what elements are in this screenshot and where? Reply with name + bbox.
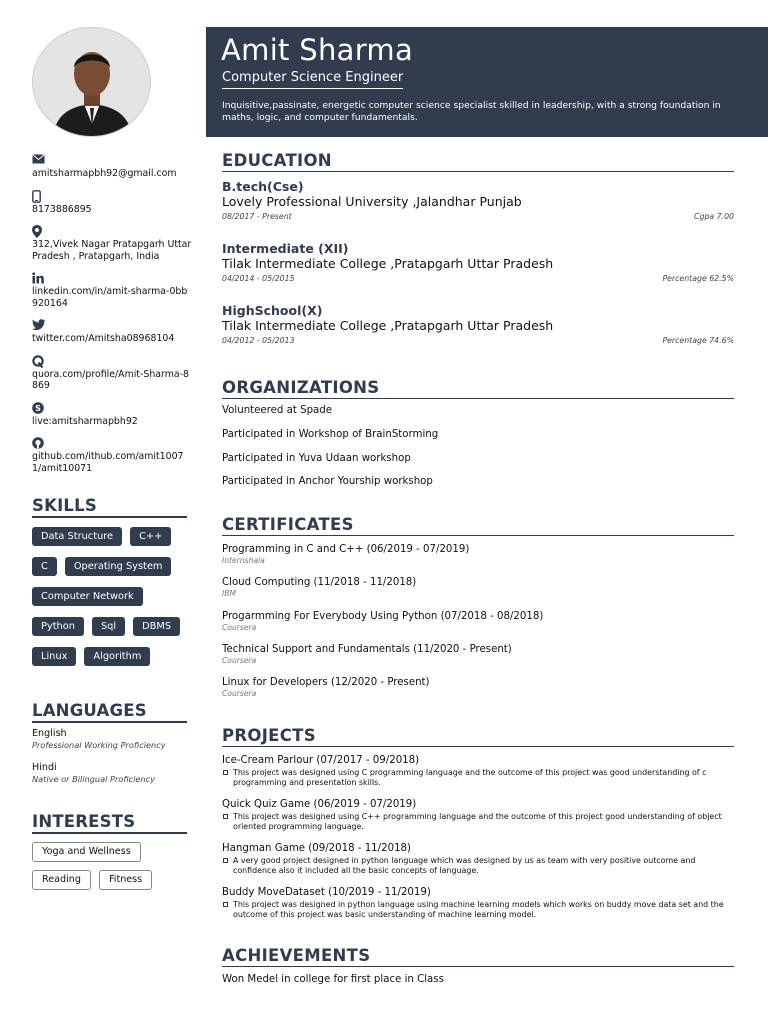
projects-heading: PROJECTS: [222, 726, 734, 747]
certificates-heading: CERTIFICATES: [222, 515, 734, 536]
phone-icon: [32, 190, 192, 202]
achievement-item: Won Medel in college for first place in Class: [222, 974, 444, 985]
interest-tag: Yoga and Wellness: [32, 842, 141, 862]
skill-tag: Linux: [32, 647, 76, 666]
interest-tag: Reading: [32, 870, 91, 890]
skill-tag: Sql: [92, 617, 125, 636]
linkedin-icon: [32, 272, 192, 284]
education-item: B.tech(Cse) Lovely Professional University ,Jalandhar Punjab 08/2017 - Present Cgpa 7.00: [222, 179, 734, 221]
skills-list: [32, 527, 192, 677]
skill-tag: Operating System: [65, 557, 172, 576]
organization-item: Volunteered at Spade: [222, 405, 333, 416]
sidebar: [0, 0, 200, 1024]
certificate-item: Technical Support and Fundamentals (11/2020 - Present) Coursera: [222, 644, 512, 665]
interests-list: [32, 842, 192, 898]
project-item: Hangman Game (09/2018 - 11/2018) A very good project designed in python language which was designed by us as team with very positive outcome and confidence also it included all the basic concepts of language.: [222, 843, 696, 875]
envelope-icon: [32, 154, 192, 166]
skill-tag: Computer Network: [32, 587, 143, 606]
organization-item: Participated in Anchor Yourship workshop: [222, 476, 433, 487]
skill-tag: Algorithm: [84, 647, 150, 666]
bullet-icon: [223, 902, 228, 907]
contact-quora[interactable]: quora.com/profile/Amit-Sharma-8869: [32, 355, 192, 392]
certificate-item: Linux for Developers (12/2020 - Present) Coursera: [222, 677, 430, 698]
organizations-heading: ORGANIZATIONS: [222, 378, 734, 399]
bullet-icon: [223, 770, 228, 775]
job-title: Computer Science Engineer: [222, 70, 403, 89]
project-item: Ice-Cream Parlour (07/2017 - 09/2018) This project was designed using C programming language and the outcome of this project was good understanding of c programming and presentation skills.: [222, 755, 707, 787]
quora-icon: [32, 355, 192, 367]
languages-heading: LANGUAGES: [32, 701, 187, 723]
contact-address: 312,Vivek Nagar Pratapgarh UttarPradesh , Pratapgarh, India: [32, 225, 192, 262]
bullet-icon: [223, 858, 228, 863]
organization-item: Participated in Workshop of BrainStorming: [222, 429, 439, 440]
header-banner: [206, 27, 768, 137]
project-item: Quick Quiz Game (06/2019 - 07/2019) This project was designed using C++ programming language and the outcome of this project good understanding of object oriented programming language.: [222, 799, 722, 831]
interest-tag: Fitness: [99, 870, 152, 890]
skill-tag: DBMS: [133, 617, 180, 636]
candidate-name: Amit Sharma: [221, 33, 414, 67]
certificate-item: Progarmming For Everybody Using Python (07/2018 - 08/2018) Coursera: [222, 611, 544, 632]
profile-photo: [32, 27, 151, 137]
language-item: English Professional Working Proficiency: [32, 728, 166, 750]
skill-tag: Python: [32, 617, 84, 636]
contact-github[interactable]: github.com/ithub.com/amit10071/amit10071: [32, 437, 192, 474]
skill-tag: Data Structure: [32, 527, 122, 546]
skype-icon: [32, 402, 192, 414]
contact-email[interactable]: amitsharmapbh92@gmail.com: [32, 154, 192, 180]
skill-tag: C++: [130, 527, 171, 546]
education-item: Intermediate (XII) Tilak Intermediate College ,Pratapgarh Uttar Pradesh 04/2014 - 05/2015 Percentage 62.5%: [222, 241, 734, 283]
bullet-icon: [223, 814, 228, 819]
contact-skype[interactable]: S live:amitsharmapbh92: [32, 402, 192, 428]
education-heading: EDUCATION: [222, 151, 734, 172]
contact-twitter[interactable]: twitter.com/Amitsha08968104: [32, 319, 192, 345]
education-item: HighSchool(X) Tilak Intermediate College ,Pratapgarh Uttar Pradesh 04/2012 - 05/2013 Percentage 74.6%: [222, 303, 734, 345]
organization-item: Participated in Yuva Udaan workshop: [222, 453, 411, 464]
achievements-heading: ACHIEVEMENTS: [222, 946, 734, 967]
languages-list: [32, 728, 192, 796]
interests-heading: INTERESTS: [32, 812, 187, 834]
language-item: Hindi Native or Bilingual Proficiency: [32, 762, 155, 784]
skill-tag: C: [32, 557, 57, 576]
skills-heading: SKILLS: [32, 496, 187, 518]
twitter-icon: [32, 319, 192, 331]
certificate-item: Programming in C and C++ (06/2019 - 07/2019) Internshala: [222, 544, 470, 565]
svg-text:S: S: [35, 403, 41, 413]
location-pin-icon: [32, 225, 192, 237]
github-icon: [32, 437, 192, 449]
project-item: Buddy MoveDataset (10/2019 - 11/2019) This project was designed in python language using machine learning models which works on buddy move data set and the outcome of this project was basic understanding of machine learning model.: [222, 887, 724, 919]
contact-phone[interactable]: 8173886895: [32, 190, 192, 216]
summary-text: Inquisitive,passinate, energetic computer science specialist skilled in leadership, with a strong foundation in maths, logic, and computer fundamentals.: [222, 100, 721, 123]
certificate-item: Cloud Computing (11/2018 - 11/2018) IBM: [222, 577, 417, 598]
contact-list: [32, 154, 192, 484]
contact-linkedin[interactable]: linkedin.com/in/amit-sharma-0bb920164: [32, 272, 192, 309]
